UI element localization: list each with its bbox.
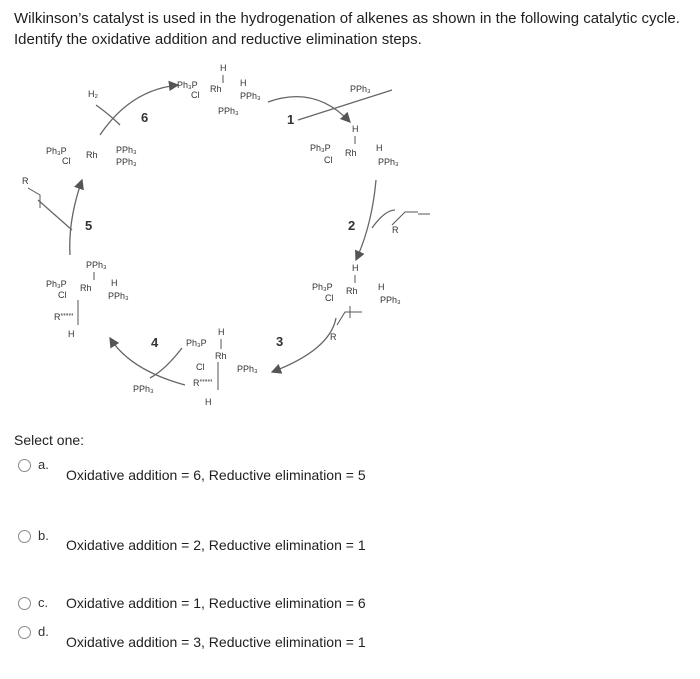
step-6: 6 [141, 110, 149, 125]
label-h-bottom-2: H [205, 397, 212, 407]
label-h-right-2: H [376, 143, 383, 153]
label-pph3-left-2: PPh₃ [116, 157, 137, 167]
option-b-radio[interactable] [18, 530, 31, 543]
arrow-step-1-side [298, 90, 392, 120]
label-H-right: H [352, 124, 359, 134]
label-rh-bottom: Rh [215, 351, 227, 361]
cycle-arrows [38, 85, 395, 385]
arrow-step-1 [268, 97, 350, 122]
label-r-lb: R"""" [54, 312, 74, 322]
label-cl-lb: Cl [58, 290, 67, 300]
step-1: 1 [287, 112, 295, 127]
complex-bottom [186, 327, 258, 407]
label-pph3-top-bottom: PPh₃ [218, 106, 239, 116]
complex-right-bottom [312, 263, 401, 342]
label-pph3-step4: PPh₃ [133, 384, 154, 394]
label-H-rb: H [352, 263, 359, 273]
step-3: 3 [276, 334, 284, 349]
option-a-text: Oxidative addition = 6, Reductive elimination = 5 [66, 467, 366, 483]
select-one-label: Select one: [14, 432, 85, 448]
arrow-step-6 [100, 85, 178, 135]
step-4: 4 [151, 335, 159, 350]
label-rh-lb: Rh [80, 283, 92, 293]
label-h-rb-2: H [378, 282, 385, 292]
question-text [14, 8, 694, 50]
label-pph3-released: PPh₃ [350, 84, 371, 94]
option-c-letter: c. [38, 595, 49, 610]
option-a-letter: a. [38, 457, 49, 472]
label-h-lb-2: H [68, 329, 75, 339]
label-h-top-right: H [240, 78, 247, 88]
catalytic-cycle-diagram [0, 50, 700, 425]
label-cl-left: Cl [62, 156, 71, 166]
label-ph3p-rb: Ph₃P [312, 282, 333, 292]
label-pph3-bottom: PPh₃ [237, 364, 258, 374]
arrow-step-5 [70, 180, 82, 255]
label-r-bottom: R"""" [193, 378, 213, 388]
label-ph3p-left: Ph₃P [46, 146, 67, 156]
option-c-radio[interactable] [18, 597, 31, 610]
label-H-top: H [220, 63, 227, 73]
option-a-radio[interactable] [18, 459, 31, 472]
step-5: 5 [85, 218, 93, 233]
option-c-text: Oxidative addition = 1, Reductive elimination = 6 [66, 595, 366, 611]
alkane-out [22, 176, 40, 208]
label-pph3-rb: PPh₃ [380, 295, 401, 305]
label-ph3p-top: Ph₃P [177, 80, 198, 90]
arrow-step-4-side [150, 348, 182, 378]
complex-left [46, 145, 137, 167]
label-pph3-lb-top: PPh₃ [86, 260, 107, 270]
label-h2: H₂ [88, 89, 98, 99]
label-ph3p-right: Ph₃P [310, 143, 331, 153]
label-rh-left: Rh [86, 150, 98, 160]
label-cl-bottom: Cl [196, 362, 205, 372]
question-line-2: Identify the oxidative addition and reductive elimination steps. [14, 31, 422, 48]
option-d-text: Oxidative addition = 3, Reductive elimination = 1 [66, 634, 366, 650]
label-pph3-left-1: PPh₃ [116, 145, 137, 155]
complex-left-bottom [46, 260, 129, 339]
label-pph3-right: PPh₃ [378, 157, 399, 167]
label-pph3-lb: PPh₃ [108, 291, 129, 301]
option-d-radio[interactable] [18, 626, 31, 639]
arrow-step-2 [356, 180, 376, 260]
complex-right [310, 124, 399, 167]
label-cl-right: Cl [324, 155, 333, 165]
label-h-lb: H [111, 278, 118, 288]
option-d-letter: d. [38, 624, 49, 639]
label-r-rb: R [330, 332, 337, 342]
label-rh-right: Rh [345, 148, 357, 158]
label-ph3p-bottom: Ph₃P [186, 338, 207, 348]
label-cl-rb: Cl [325, 293, 334, 303]
arrow-step-4 [110, 338, 185, 385]
arrow-step-5-side [38, 200, 72, 230]
complex-top [177, 63, 261, 116]
label-H-bottom: H [218, 327, 225, 337]
label-cl-top: Cl [191, 90, 200, 100]
label-pph3-top-right: PPh₃ [240, 91, 261, 101]
question-line-1: Wilkinson’s catalyst is used in the hydrogenation of alkenes as shown in the following catalytic cycle. [14, 10, 680, 27]
option-b-text: Oxidative addition = 2, Reductive elimination = 1 [66, 537, 366, 553]
label-r-alkane: R [22, 176, 29, 186]
option-b-letter: b. [38, 528, 49, 543]
label-rh-rb: Rh [346, 286, 358, 296]
label-ph3p-lb: Ph₃P [46, 279, 67, 289]
step-2: 2 [348, 218, 356, 233]
alkene-in [392, 212, 430, 235]
label-r-alkene: R [392, 225, 399, 235]
label-rh-top: Rh [210, 84, 222, 94]
